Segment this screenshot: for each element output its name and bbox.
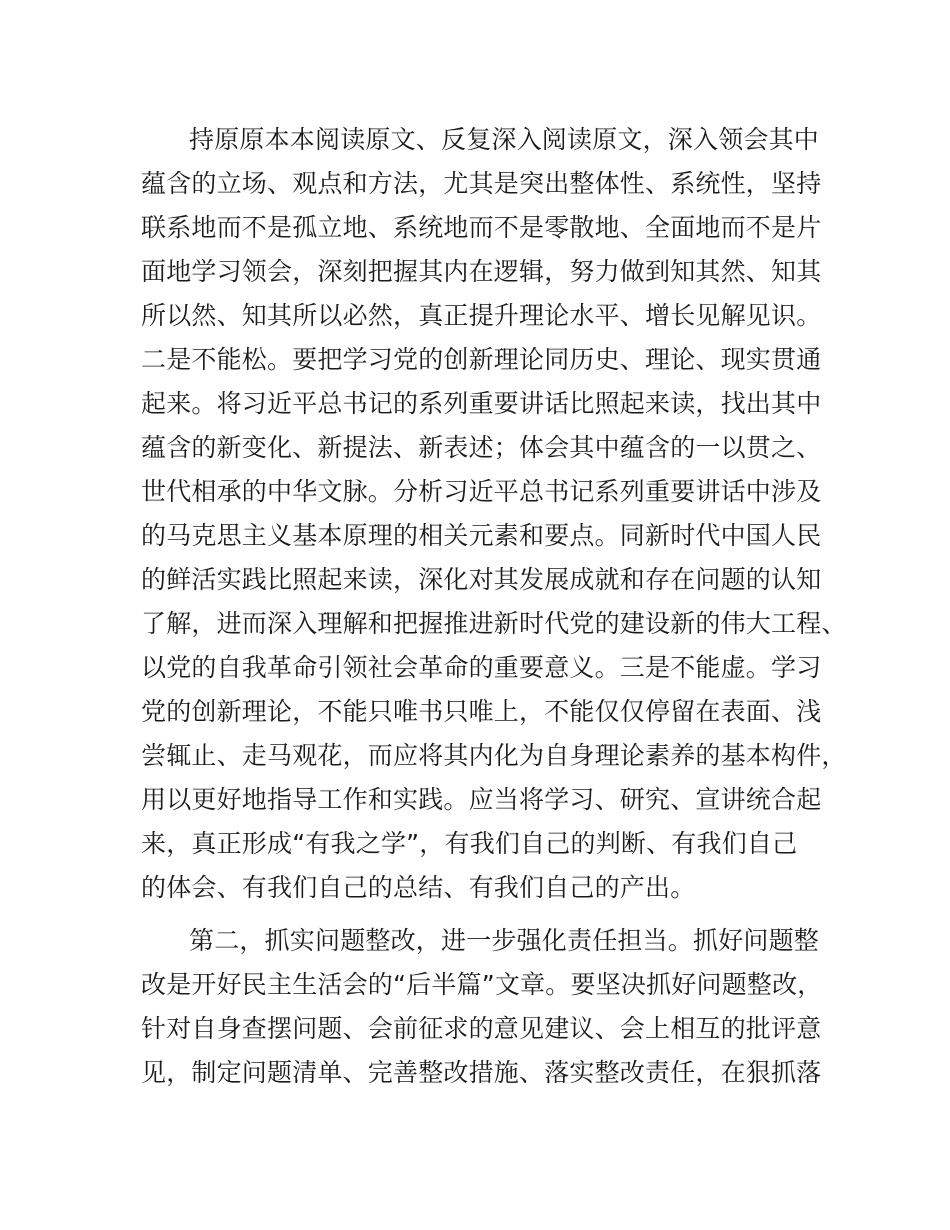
text-line: 的体会、有我们自己的总结、有我们自己的产出。 <box>141 873 696 902</box>
text-line: 蕴含的新变化、新提法、新表述；体会其中蕴含的一以贯之、 <box>141 433 822 462</box>
text-line: 蕴含的立场、观点和方法，尤其是突出整体性、系统性，坚持 <box>141 169 822 198</box>
text-line: 持原原本本阅读原文、反复深入阅读原文，深入领会其中 <box>189 125 820 154</box>
text-line: 针对自身查摆问题、会前征求的意见建议、会上相互的批评意 <box>141 1014 822 1043</box>
text-line: 用以更好地指导工作和实践。应当将学习、研究、宣讲统合起 <box>141 785 822 814</box>
text-line: 的马克思主义基本原理的相关元素和要点。同新时代中国人民 <box>141 521 822 550</box>
text-line: 党的创新理论，不能只唯书只唯上，不能仅仅停留在表面、浅 <box>141 697 822 726</box>
document-body <box>141 118 847 1095</box>
text-line: 以党的自我革命引领社会革命的重要意义。三是不能虚。学习 <box>141 653 822 682</box>
paragraph-2 <box>141 919 831 1095</box>
text-line: 尝辄止、走马观花，而应将其内化为自身理论素养的基本构件， <box>141 741 847 770</box>
text-line: 起来。将习近平总书记的系列重要讲话比照起来读，找出其中 <box>141 389 822 418</box>
text-line: 改是开好民主生活会的“后半篇”文章。要坚决抓好问题整改， <box>141 970 823 999</box>
text-line: 了解，进而深入理解和把握推进新时代党的建设新的伟大工程、 <box>141 609 847 638</box>
text-line: 所以然、知其所以必然，真正提升理论水平、增长见解见识。 <box>141 301 822 330</box>
text-line: 世代相承的中华文脉。分析习近平总书记系列重要讲话中涉及 <box>141 477 822 506</box>
text-line: 第二，抓实问题整改，进一步强化责任担当。抓好问题整 <box>189 926 820 955</box>
text-line: 来，真正形成“有我之学”，有我们自己的判断、有我们自己 <box>141 829 798 858</box>
text-line: 二是不能松。要把学习党的创新理论同历史、理论、现实贯通 <box>141 345 822 374</box>
text-line: 联系地而不是孤立地、系统地而不是零散地、全面地而不是片 <box>141 213 822 242</box>
text-line: 的鲜活实践比照起来读，深化对其发展成就和存在问题的认知 <box>141 565 822 594</box>
text-line: 面地学习领会，深刻把握其内在逻辑，努力做到知其然、知其 <box>141 257 822 286</box>
paragraph-1 <box>141 118 847 910</box>
text-line: 见，制定问题清单、完善整改措施、落实整改责任，在狠抓落 <box>141 1058 822 1087</box>
